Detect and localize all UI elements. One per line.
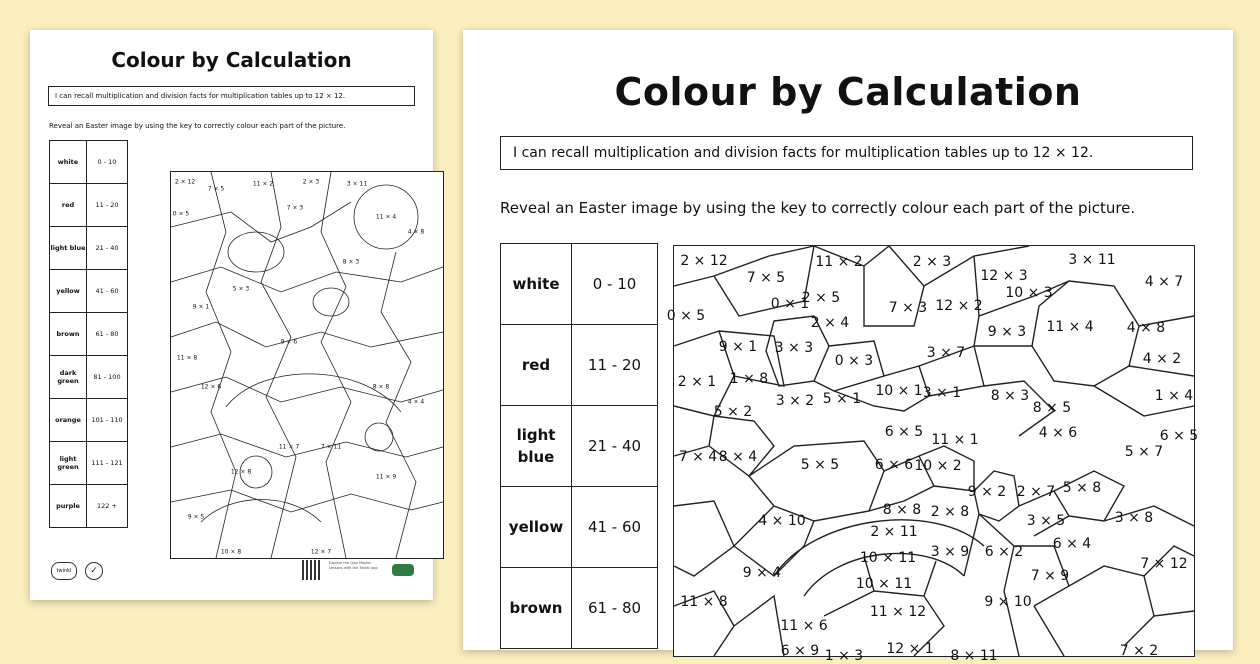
calculation-label: 10 × 11 — [855, 576, 913, 592]
calculation-label: 3 × 1 — [922, 385, 962, 401]
calculation-label: 1 × 8 — [729, 371, 769, 387]
key-colour-name: yellow — [501, 487, 572, 568]
colour-key-table — [500, 243, 658, 649]
calculation-label: 7 × 11 — [320, 443, 342, 451]
calculation-label: 2 × 8 — [930, 504, 970, 520]
calculation-label: 7 × 2 — [1119, 643, 1159, 659]
calculation-label: 8 × 8 — [882, 502, 922, 518]
calculation-label: 4 × 8 — [407, 228, 425, 236]
colour-key-table — [49, 140, 128, 528]
calculation-label: 10 × 3 — [1005, 285, 1053, 301]
calculation-label: 8 × 11 — [950, 648, 998, 664]
calculation-label: 4 × 2 — [1142, 351, 1182, 367]
key-colour-name: yellow — [50, 270, 87, 313]
calculation-label: 8 × 4 — [718, 449, 758, 465]
key-range: 21 - 40 — [87, 227, 128, 270]
calculation-label: 1 × 3 — [824, 648, 864, 664]
instruction-text: Reveal an Easter image by using the key to correctly colour each part of the picture. — [500, 199, 1136, 217]
brand-logo: twinkl — [51, 562, 77, 580]
key-row — [50, 442, 128, 485]
calculation-label: 9 × 2 — [967, 484, 1007, 500]
calculation-label: 8 × 3 — [990, 388, 1030, 404]
calculation-label: 3 × 7 — [926, 345, 966, 361]
calculation-label: 2 × 12 — [174, 178, 196, 186]
calculation-label: 12 × 3 — [980, 268, 1028, 284]
calculation-label: 7 × 5 — [207, 185, 225, 193]
learning-objective-box: I can recall multiplication and division facts for multiplication tables up to 12 × 12. — [48, 86, 415, 106]
calculation-label: 7 × 3 — [888, 300, 928, 316]
key-range: 11 - 20 — [87, 184, 128, 227]
key-row — [50, 313, 128, 356]
calculation-label: 2 × 7 — [1016, 484, 1056, 500]
calculation-label: 7 × 12 — [1140, 556, 1188, 572]
calculation-label: 11 × 8 — [680, 594, 728, 610]
calculation-label: 5 × 8 — [1062, 480, 1102, 496]
calculation-label: 7 × 5 — [746, 270, 786, 286]
key-row — [50, 399, 128, 442]
worksheet-thumbnail[interactable] — [30, 30, 433, 600]
calculation-label: 11 × 7 — [278, 443, 300, 451]
calculation-label: 10 × 8 — [220, 548, 242, 556]
calculation-label: 3 × 3 — [774, 340, 814, 356]
calculation-label: 9 × 4 — [742, 565, 782, 581]
calculation-label: 4 × 8 — [1126, 320, 1166, 336]
calculation-label: 6 × 4 — [1052, 536, 1092, 552]
colour-by-number-picture — [170, 171, 444, 559]
key-row — [501, 325, 658, 406]
key-colour-name: purple — [50, 485, 87, 528]
key-row — [501, 487, 658, 568]
key-range: 122 + — [87, 485, 128, 528]
key-row — [50, 485, 128, 528]
calculation-label: 5 × 7 — [1124, 444, 1164, 460]
calculation-label: 11 × 9 — [375, 473, 397, 481]
calculation-label: 2 × 3 — [302, 178, 320, 186]
calculation-label: 6 × 6 — [874, 457, 914, 473]
calculation-label: 9 × 3 — [987, 324, 1027, 340]
calculation-label: 5 × 5 — [800, 457, 840, 473]
calculation-label: 4 × 4 — [407, 398, 425, 406]
calculation-label: 2 × 4 — [810, 315, 850, 331]
key-colour-name: light blue — [50, 227, 87, 270]
key-range: 81 - 100 — [87, 356, 128, 399]
calculation-label: 12 × 6 — [200, 383, 222, 391]
worksheet-title: Colour by Calculation — [111, 48, 352, 72]
calculation-label: 3 × 8 — [1114, 510, 1154, 526]
key-colour-name: red — [50, 184, 87, 227]
calculation-label: 7 × 9 — [1030, 568, 1070, 584]
key-colour-name: white — [50, 141, 87, 184]
key-range: 0 - 10 — [87, 141, 128, 184]
calculation-label: 11 × 2 — [252, 180, 274, 188]
calculation-label: 10 × 1 — [875, 383, 923, 399]
calculation-label: 0 × 5 — [172, 210, 190, 218]
key-range: 41 - 60 — [87, 270, 128, 313]
calculation-label: 12 × 7 — [310, 548, 332, 556]
calculation-label: 0 × 1 — [770, 296, 810, 312]
calculation-label: 11 × 6 — [780, 618, 828, 634]
worksheet-title: Colour by Calculation — [614, 70, 1082, 114]
key-range: 101 - 110 — [87, 399, 128, 442]
calculation-label: 7 × 4 — [678, 449, 718, 465]
qr-code-icon — [302, 560, 322, 580]
calculation-label: 11 × 4 — [375, 213, 397, 221]
calculation-label: 2 × 12 — [680, 253, 728, 269]
key-row — [50, 141, 128, 184]
colour-by-number-picture — [666, 245, 1199, 664]
calculation-label: 7 × 3 — [286, 204, 304, 212]
key-colour-name: brown — [501, 568, 572, 649]
calculation-label: 5 × 3 — [232, 285, 250, 293]
calculation-label: 5 × 2 — [713, 404, 753, 420]
key-row — [50, 356, 128, 399]
check-badge-icon: ✓ — [85, 562, 103, 580]
calculation-label: 4 × 6 — [1038, 425, 1078, 441]
key-colour-name: dark green — [50, 356, 87, 399]
calculation-label: 3 × 5 — [1026, 513, 1066, 529]
calculation-label: 11 × 4 — [1046, 319, 1094, 335]
calculation-label: 2 × 3 — [912, 254, 952, 270]
calculation-label: 9 × 1 — [192, 303, 210, 311]
calculation-label: 6 × 5 — [884, 424, 924, 440]
key-range: 61 - 80 — [572, 568, 658, 649]
calculation-label: 9 × 6 — [280, 338, 298, 346]
worksheet-detail[interactable] — [463, 30, 1233, 664]
promo-text: Explore the Quiz Master Lessons with the Twinkl app — [329, 561, 378, 570]
key-row — [501, 244, 658, 325]
calculation-label: 6 × 2 — [984, 544, 1024, 560]
worksheet-footer — [49, 558, 416, 584]
calculation-label: 9 × 1 — [718, 339, 758, 355]
calculation-label: 4 × 7 — [1144, 274, 1184, 290]
calculation-label: 4 × 10 — [758, 513, 806, 529]
key-colour-name: orange — [50, 399, 87, 442]
calculation-label: 10 × 2 — [914, 458, 962, 474]
calculation-label: 6 × 9 — [780, 643, 820, 659]
calculation-label: 3 × 2 — [775, 393, 815, 409]
calculation-label: 3 × 11 — [1068, 252, 1116, 268]
calculation-label: 12 × 2 — [935, 298, 983, 314]
calculation-label: 5 × 1 — [822, 391, 862, 407]
calculation-label: 8 × 3 — [342, 258, 360, 266]
brand-badge-icon — [392, 564, 414, 576]
key-colour-name: light blue — [501, 406, 572, 487]
key-colour-name: light green — [50, 442, 87, 485]
calculation-label: 12 × 1 — [886, 641, 934, 657]
calculation-label: 11 × 8 — [176, 354, 198, 362]
calculation-label: 8 × 5 — [1032, 400, 1072, 416]
calculation-label: 0 × 5 — [666, 308, 706, 324]
calculation-label: 10 × 11 — [859, 550, 917, 566]
calculation-label: 2 × 1 — [677, 374, 717, 390]
calculation-label: 11 × 1 — [931, 432, 979, 448]
calculation-label: 3 × 11 — [346, 180, 368, 188]
key-row — [501, 406, 658, 487]
calculation-label: 11 × 2 — [815, 254, 863, 270]
key-row — [50, 270, 128, 313]
key-range: 21 - 40 — [572, 406, 658, 487]
calculation-label: 9 × 10 — [984, 594, 1032, 610]
calculation-label: 0 × 3 — [834, 353, 874, 369]
calculation-label: 1 × 4 — [1154, 388, 1194, 404]
key-row — [50, 227, 128, 270]
calculation-label: 12 × 8 — [230, 468, 252, 476]
calculation-label: 8 × 8 — [372, 383, 390, 391]
key-colour-name: brown — [50, 313, 87, 356]
calculation-label: 2 × 11 — [870, 524, 918, 540]
key-range: 41 - 60 — [572, 487, 658, 568]
key-row — [501, 568, 658, 649]
key-range: 0 - 10 — [572, 244, 658, 325]
calculation-label: 11 × 12 — [869, 604, 927, 620]
picture-outline-lines — [171, 172, 443, 558]
instruction-text: Reveal an Easter image by using the key to correctly colour each part of the picture. — [49, 122, 346, 130]
calculation-label: 2 × 5 — [801, 290, 841, 306]
key-range: 61 - 80 — [87, 313, 128, 356]
key-range: 111 - 121 — [87, 442, 128, 485]
calculation-label: 6 × 5 — [1159, 428, 1199, 444]
key-colour-name: red — [501, 325, 572, 406]
calculation-label: 3 × 9 — [930, 544, 970, 560]
learning-objective-box: I can recall multiplication and division facts for multiplication tables up to 12 × 12. — [500, 136, 1193, 170]
key-row — [50, 184, 128, 227]
key-range: 11 - 20 — [572, 325, 658, 406]
calculation-label: 9 × 5 — [187, 513, 205, 521]
key-colour-name: white — [501, 244, 572, 325]
